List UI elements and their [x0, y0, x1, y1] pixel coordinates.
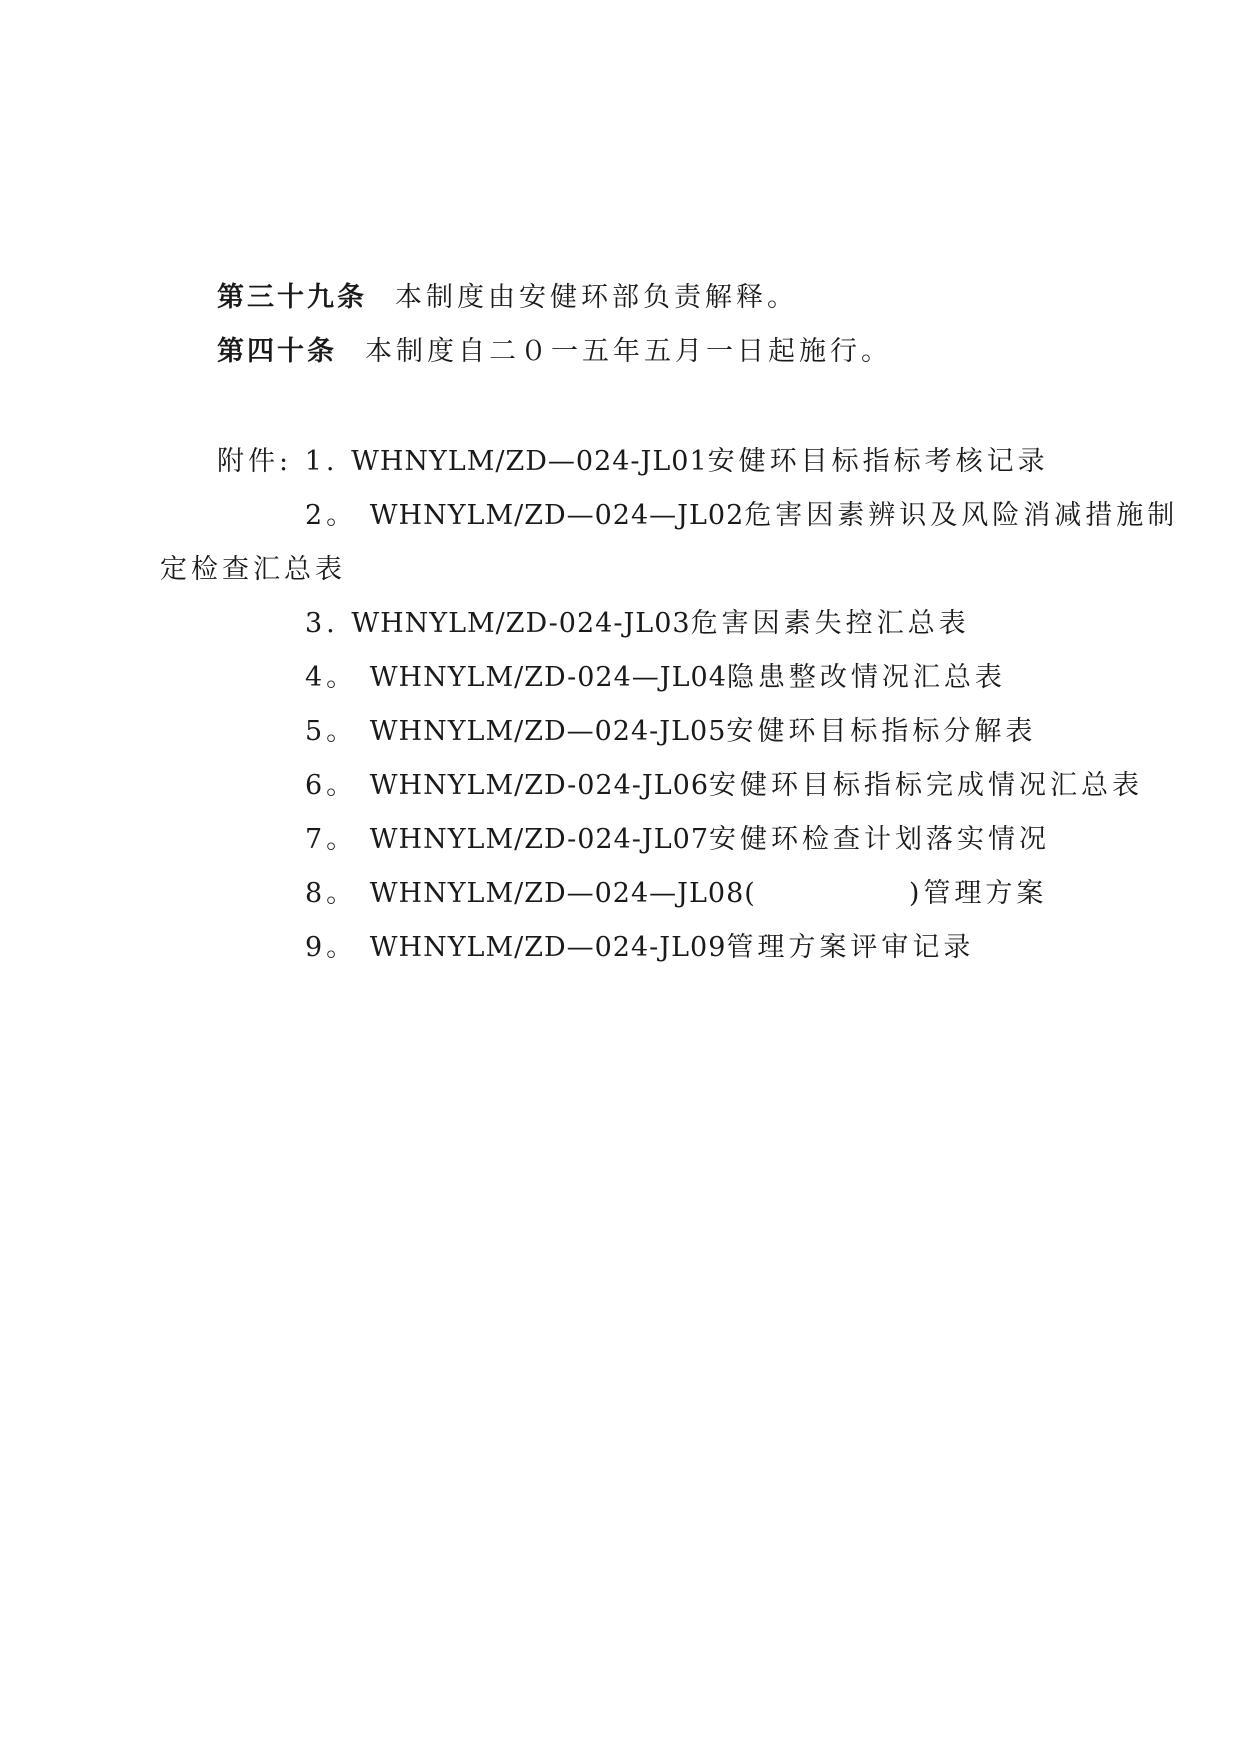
attachment-number: 2。 — [305, 500, 358, 531]
attachment-title: 管理方案评审记录 — [726, 932, 975, 963]
open-paren: ( — [744, 878, 759, 909]
attachment-code: WHNYLM/ZD—024-JL01 — [351, 446, 708, 477]
attachment-item-9 — [305, 930, 974, 966]
attachment-title: 安健环目标指标考核记录 — [707, 446, 1049, 477]
attachment-code: WHNYLM/ZD—024—JL02 — [369, 500, 745, 531]
article-number: 第三十九条 — [217, 282, 367, 313]
attachment-title: 管理方案 — [923, 878, 1048, 909]
attachment-code: WHNYLM/ZD-024-JL03 — [351, 608, 691, 639]
attachment-title-continuation: 定检查汇总表 — [160, 554, 346, 585]
attachment-code: WHNYLM/ZD—024—JL08 — [369, 878, 745, 909]
attachment-item-2 — [305, 498, 1178, 534]
article-text: 本制度自二０一五年五月一日起施行。 — [365, 336, 892, 367]
attachment-title: 危害因素辨识及风险消减措施制 — [744, 500, 1179, 531]
article-text: 本制度由安健环部负责解释。 — [395, 282, 798, 313]
article-number: 第四十条 — [217, 336, 337, 367]
attachment-item-2-continuation — [160, 552, 346, 588]
attachment-number: 7。 — [305, 824, 358, 855]
article-40 — [217, 334, 892, 370]
attachment-code: WHNYLM/ZD—024-JL05 — [369, 716, 727, 747]
attachment-code: WHNYLM/ZD-024—JL04 — [369, 662, 727, 693]
attachments-prefix: 附件: — [217, 446, 293, 477]
attachment-item-7 — [305, 822, 1050, 858]
attachment-item-6 — [305, 768, 1143, 804]
attachment-item-8 — [305, 876, 1047, 912]
close-paren: ) — [908, 878, 924, 909]
attachment-number: 8。 — [305, 878, 358, 909]
attachment-item-4 — [305, 660, 1006, 696]
attachment-number: 9。 — [305, 932, 358, 963]
attachment-title: 安健环检查计划落实情况 — [709, 824, 1050, 855]
attachment-item-1 — [217, 444, 1049, 480]
attachment-code: WHNYLM/ZD—024-JL09 — [369, 932, 727, 963]
attachment-title: 安健环目标指标完成情况汇总表 — [709, 770, 1143, 801]
attachment-number: 5。 — [305, 716, 358, 747]
attachment-number: 1. — [304, 446, 339, 477]
attachment-title: 危害因素失控汇总表 — [690, 608, 970, 639]
attachment-code: WHNYLM/ZD-024-JL06 — [369, 770, 709, 801]
article-39 — [217, 280, 798, 316]
attachment-number: 6。 — [305, 770, 358, 801]
attachment-code: WHNYLM/ZD-024-JL07 — [369, 824, 709, 855]
attachment-number: 3. — [305, 608, 339, 639]
attachment-number: 4。 — [305, 662, 358, 693]
attachment-item-3 — [305, 606, 970, 642]
attachment-title: 隐患整改情况汇总表 — [726, 662, 1006, 693]
attachment-title: 安健环目标指标分解表 — [726, 716, 1037, 747]
attachment-item-5 — [305, 714, 1036, 750]
